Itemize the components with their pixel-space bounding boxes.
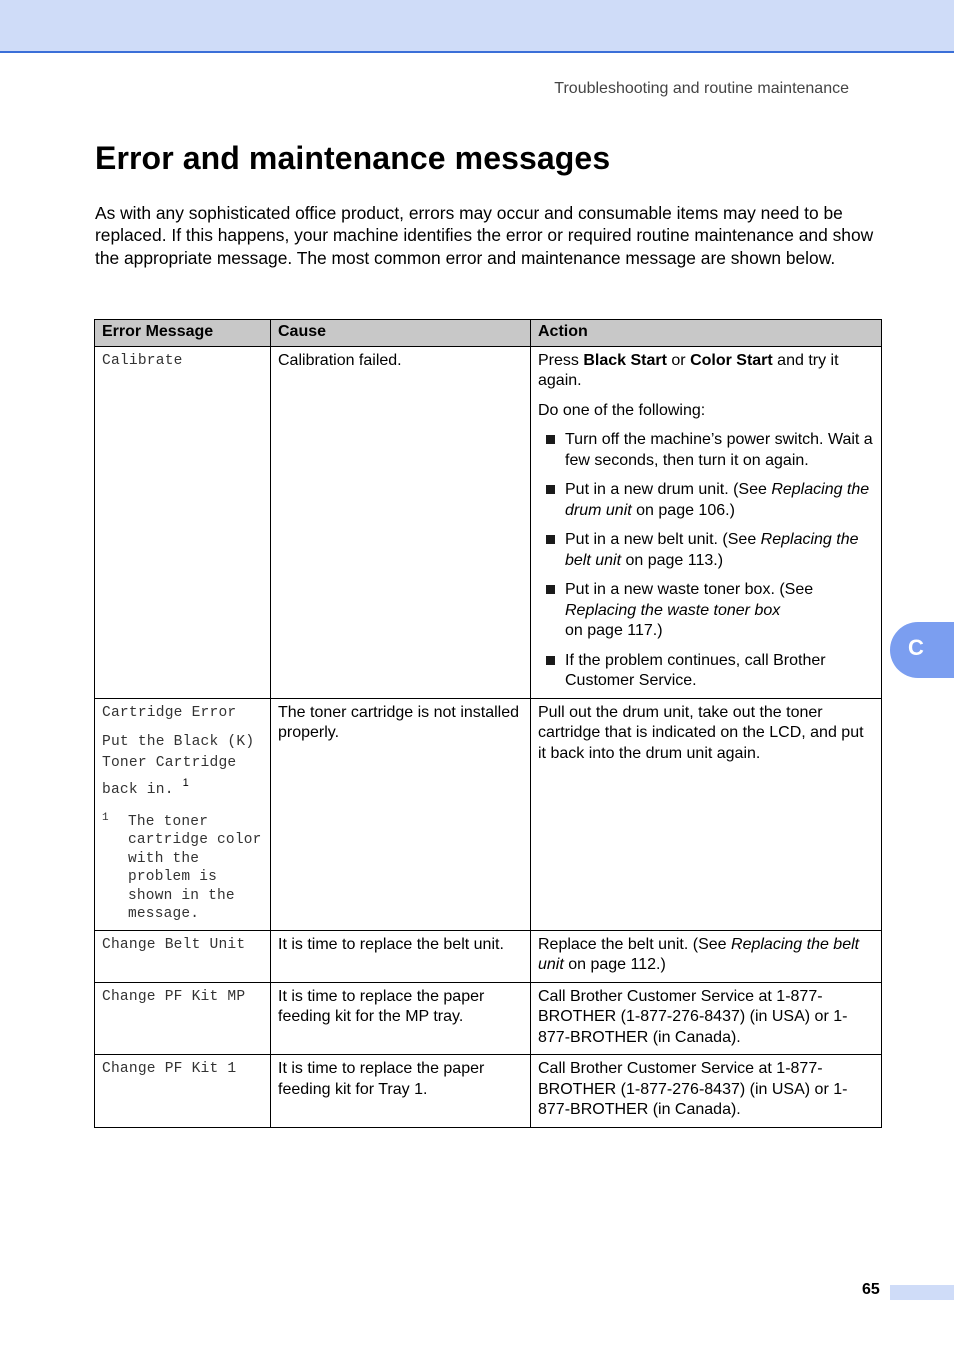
cross-reference: Replacing the waste toner box (565, 601, 781, 619)
table-row (95, 698, 882, 930)
footnote-number: 1 (102, 811, 109, 824)
error-message-text: Calibrate (102, 352, 183, 369)
error-message-text: Change Belt Unit (102, 936, 246, 953)
cross-reference: Replacing the belt unit (565, 531, 859, 569)
table-row (95, 982, 882, 1055)
action-cell: Call Brother Customer Service at 1-877-BROTHER (1-877-276-8437) (in USA) or 1-877-BROTHER (in Canada). (531, 1055, 882, 1128)
black-start-key: Black Start (583, 351, 667, 369)
cause-cell: It is time to replace the belt unit. (271, 930, 531, 982)
header-cause: Cause (271, 320, 531, 347)
error-message-cell (95, 1055, 271, 1128)
page-number: 65 (862, 1281, 880, 1298)
cross-reference: Replacing the drum unit (565, 481, 870, 519)
top-color-band (0, 0, 954, 53)
error-message-cell (95, 930, 271, 982)
table-header-row (95, 320, 882, 347)
footnote-reference: 1 (182, 777, 189, 789)
table-row (95, 930, 882, 982)
page-title: Error and maintenance messages (95, 140, 611, 176)
square-bullet-icon (546, 435, 555, 444)
square-bullet-icon (546, 535, 555, 544)
error-message-cell (95, 982, 271, 1055)
list-item: Put in a new belt unit. (See Replacing the belt unit on page 113.) (546, 530, 874, 571)
footnote-text: The toner cartridge color with the problem is shown in the message. (128, 813, 262, 922)
footnote (102, 813, 263, 924)
error-message-cell (95, 346, 271, 698)
chapter-letter: C (908, 635, 924, 660)
page-number-bar (890, 1285, 954, 1300)
table-row (95, 346, 882, 698)
square-bullet-icon (546, 485, 555, 494)
error-message-text: Cartridge Error (102, 704, 237, 721)
intro-paragraph: As with any sophisticated office product, errors may occur and consumable items may need to be replaced. If this happens, your machine identifies the error or required routine maintenance and show the appropriate message. The most common error and maintenance message are shown below. (95, 203, 874, 268)
error-message-text: Change PF Kit 1 (102, 1061, 237, 1077)
list-item: If the problem continues, call Brother Customer Service. (546, 651, 874, 692)
cause-cell: Calibration failed. (271, 346, 531, 698)
running-header: Troubleshooting and routine maintenance (554, 80, 849, 97)
action-bullet-list (538, 430, 874, 692)
header-error-message: Error Message (95, 320, 271, 347)
list-item: Put in a new drum unit. (See Replacing the drum unit on page 106.) (546, 480, 874, 521)
action-cell: Replace the belt unit. (See Replacing the belt unit on page 112.) (531, 930, 882, 982)
chapter-tab (890, 622, 954, 678)
square-bullet-icon (546, 656, 555, 665)
error-message-cell (95, 698, 271, 930)
action-cell (531, 346, 882, 698)
action-instruction: Do one of the following: (538, 401, 706, 419)
cause-cell: It is time to replace the paper feeding kit for the MP tray. (271, 982, 531, 1055)
table-row (95, 1055, 882, 1128)
action-cell: Pull out the drum unit, take out the toner cartridge that is indicated on the LCD, and put it back into the drum unit again. (531, 698, 882, 930)
action-press-line: Press Black Start or Color Start and try it again. (538, 351, 839, 389)
action-cell: Call Brother Customer Service at 1-877-BROTHER (1-877-276-8437) (in USA) or 1-877-BROTHER (in Canada). (531, 982, 882, 1055)
cause-cell: The toner cartridge is not installed properly. (271, 698, 531, 930)
list-item: Turn off the machine’s power switch. Wait a few seconds, then turn it on again. (546, 430, 874, 471)
color-start-key: Color Start (690, 351, 773, 369)
square-bullet-icon (546, 585, 555, 594)
header-action: Action (531, 320, 882, 347)
error-message-table (94, 319, 882, 1128)
cause-cell: It is time to replace the paper feeding kit for Tray 1. (271, 1055, 531, 1128)
list-item: Put in a new waste toner box. (See Replacing the waste toner box on page 117.) (546, 580, 874, 642)
cross-reference: Replacing the belt unit (538, 935, 860, 973)
error-message-detail: Put the Black (K) Toner Cartridge back in. $^1$ (102, 734, 255, 798)
error-message-text: Change PF Kit MP (102, 988, 246, 1005)
